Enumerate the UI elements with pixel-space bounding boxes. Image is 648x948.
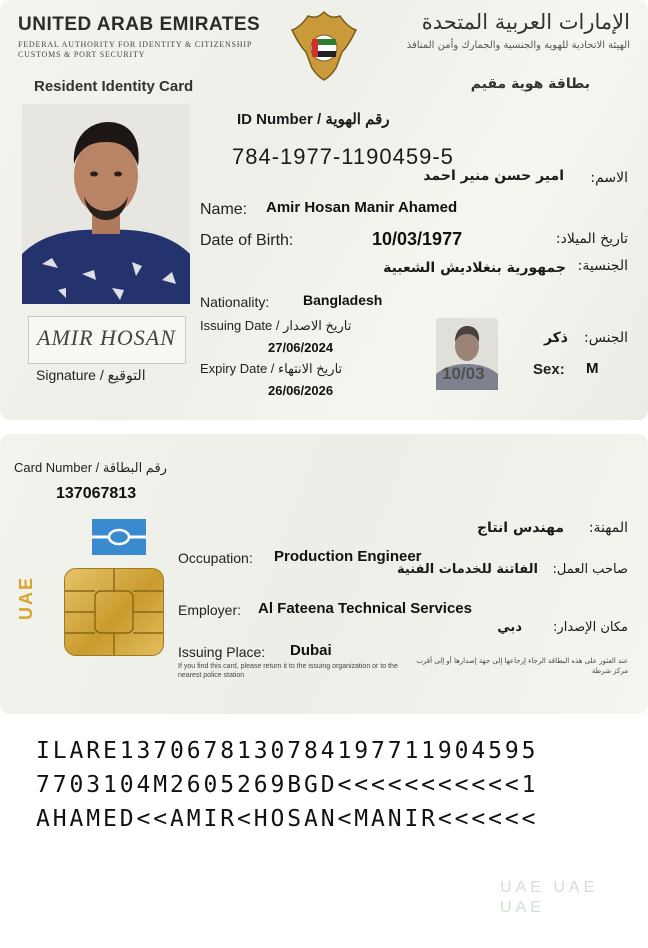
header-authority-ar: الهيئة الاتحادية للهوية والجنسية والجمارك وأمن المنافذ — [406, 40, 630, 51]
signature-box — [28, 316, 186, 364]
card-number-value: 137067813 — [56, 485, 137, 502]
card-title-en: Resident Identity Card — [34, 78, 194, 95]
employer-ar-label: صاحب العمل: — [552, 562, 628, 577]
side-uae-text: UAE — [16, 575, 36, 620]
mrz-line-3: AHAMED<<AMIR<HOSAN<MANIR<<<<<< — [36, 806, 539, 832]
nationality-ar-label: الجنسية: — [577, 258, 628, 274]
card-title-ar: بطاقة هوية مقيم — [470, 76, 590, 92]
dob-value: 10/03/1977 — [372, 229, 463, 249]
issuing-place-ar-value: دبي — [497, 620, 522, 635]
uae-falcon-emblem-icon — [284, 8, 364, 89]
nationality-label: Nationality: — [200, 294, 270, 310]
header-country-en: UNITED ARAB EMIRATES — [18, 14, 261, 35]
ghost-photo-overlay: 10/03 — [442, 364, 485, 383]
nationality-ar-value: جمهورية بنغلاديش الشعبية — [383, 260, 566, 276]
name-value: Amir Hosan Manir Ahamed — [266, 199, 458, 216]
header-authority-en: FEDERAL AUTHORITY FOR IDENTITY & CITIZENSHIP CUSTOMS & PORT SECURITY — [18, 40, 252, 59]
dob-label: Date of Birth: — [200, 232, 294, 249]
occupation-ar-label: المهنة: — [588, 520, 628, 536]
issuing-date-label: Issuing Date / تاريخ الاصدار — [200, 318, 352, 333]
smart-card-chip-icon — [64, 568, 164, 656]
employer-value: Al Fateena Technical Services — [258, 600, 472, 617]
ghost-photo — [436, 318, 498, 390]
occupation-label: Occupation: — [178, 550, 253, 566]
mrz-line-1: ILARE1370678130784197711904595 — [36, 738, 539, 764]
expiry-date-value: 26/06/2026 — [268, 383, 334, 398]
name-ar-value: امير حسن منير احمد — [423, 168, 564, 184]
signature: AMIR HOSAN — [37, 325, 176, 350]
id-number-value: 784-1977-1190459-5 — [232, 144, 454, 169]
name-label: Name: — [200, 201, 248, 218]
sex-label: Sex: — [533, 361, 565, 378]
sex-ar-label: الجنس: — [584, 330, 628, 346]
dob-ar-label: تاريخ الميلاد: — [555, 231, 628, 247]
name-ar-label: الاسم: — [590, 170, 628, 186]
sex-ar-value: ذكر — [543, 330, 568, 346]
blue-chip-emblem-icon — [92, 519, 146, 555]
issuing-date-value: 27/06/2024 — [268, 340, 334, 355]
occupation-value: Production Engineer — [274, 548, 422, 565]
signature-label: Signature / التوقيع — [36, 367, 146, 383]
sex-value: M — [586, 360, 599, 377]
id-card-front — [0, 0, 648, 420]
id-number-label: ID Number / رقم الهوية — [237, 111, 390, 128]
holder-photo — [22, 104, 190, 304]
watermark: UAE UAE UAE — [500, 879, 599, 916]
occupation-ar-value: مهندس انتاج — [476, 520, 564, 536]
nationality-value: Bangladesh — [303, 292, 383, 308]
employer-ar-value: الفاتنة للخدمات الفنية — [397, 562, 538, 577]
header-country-ar: الإمارات العربية المتحدة — [421, 10, 630, 34]
issuing-place-value: Dubai — [290, 642, 332, 659]
return-note-en: If you find this card, please return it to the issuing organization or to the nearest police station — [178, 663, 398, 679]
card-number-label: Card Number / رقم البطاقة — [14, 460, 167, 475]
issuing-place-ar-label: مكان الإصدار: — [553, 620, 628, 635]
expiry-date-label: Expiry Date / تاريخ الانتهاء — [200, 361, 343, 376]
employer-label: Employer: — [178, 602, 242, 618]
mrz-line-2: 7703104M2605269BGD<<<<<<<<<<<1 — [36, 772, 539, 798]
issuing-place-label: Issuing Place: — [178, 644, 266, 660]
return-note-ar: عند العثور على هذه البطاقة الرجاء إرجاعها إلى جهة إصدارها أو إلى أقرب مركز شرطة — [416, 657, 628, 675]
